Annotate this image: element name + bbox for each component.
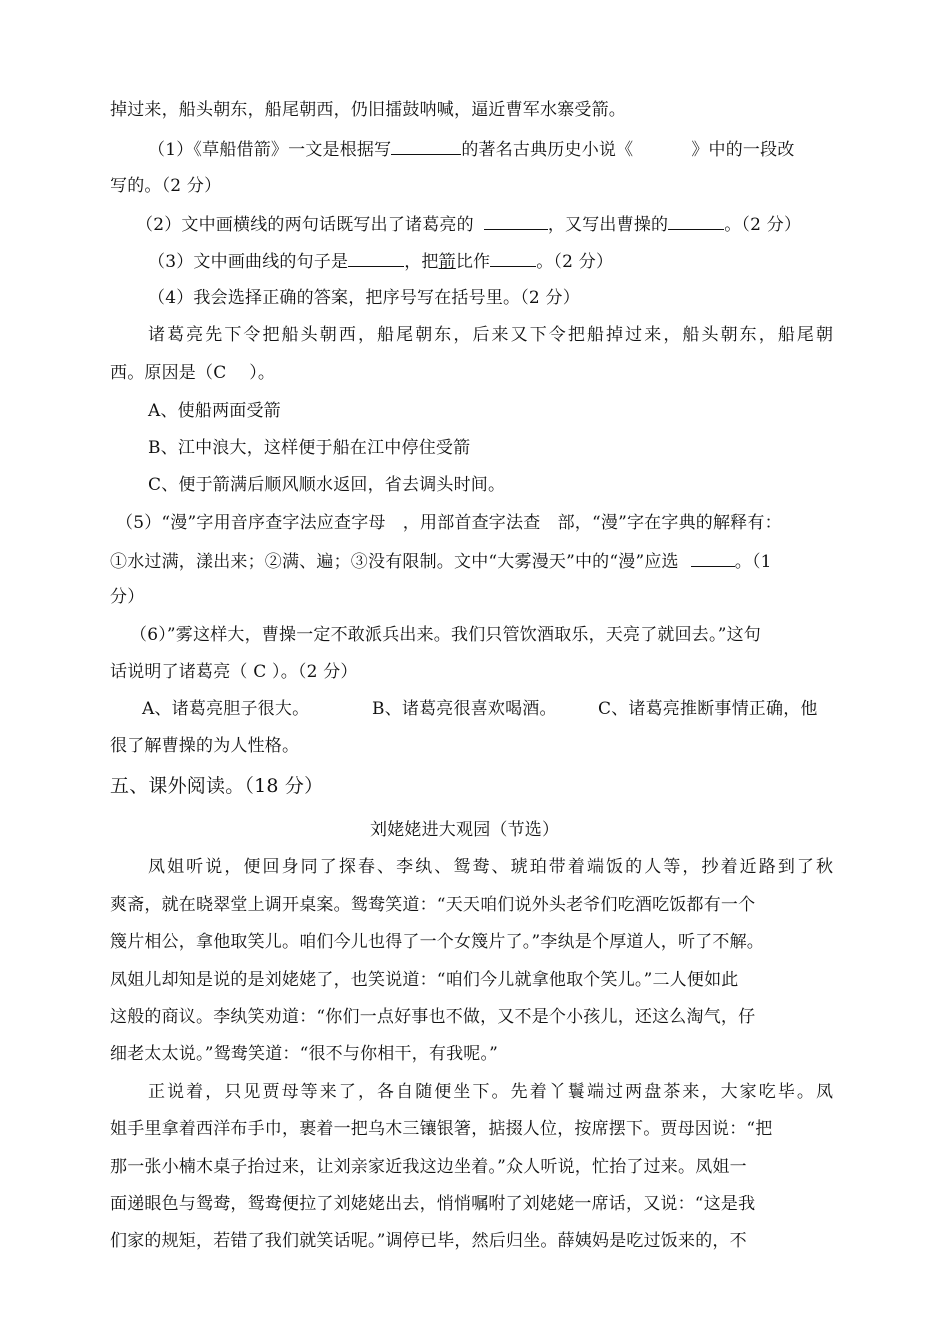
q2-text-b: ，又写出曹操的 xyxy=(547,215,669,235)
q1-text-a: （1）《草船借箭》一文是根据写 xyxy=(148,140,392,160)
q1-author-blank[interactable] xyxy=(391,136,461,155)
passage-title: 刘姥姥进大观园（节选） xyxy=(370,820,560,840)
q4-stem-text: 诸葛亮先下令把船头朝西，船尾朝东，后来又下令把船掉过来，船头朝东，船尾朝 xyxy=(148,325,836,345)
passage-line-2: 爽斋，就在晓翠堂上调开桌案。鸳鸯笑道：“天天咱们说外头老爷们吃酒吃饭都有一个 xyxy=(110,895,756,915)
passage-line-4: 凤姐儿却知是说的是刘姥姥了，也笑说道：“咱们今儿就拿他取个笑儿。”二人便如此 xyxy=(110,970,739,990)
q1-line-1 xyxy=(148,136,795,162)
q2-blank-2[interactable] xyxy=(668,211,724,230)
q2-text-a: （2）文中画横线的两句话既写出了诸葛亮的 xyxy=(136,215,474,235)
q6-option-c: C、诸葛亮推断事情正确，他 xyxy=(598,699,818,719)
q2-blank-1[interactable] xyxy=(484,211,548,230)
passage-end-line: 掉过来，船头朝东，船尾朝西，仍旧擂鼓呐喊，逼近曹军水寨受箭。 xyxy=(110,100,626,120)
q2-text-c: 。（2 分） xyxy=(724,215,802,235)
passage-line-8: 姐手里拿着西洋布手巾，裹着一把乌木三镶银箸，掂掇人位，按席摆下。贾母因说：“把 xyxy=(110,1119,773,1139)
q4-prompt: （4）我会选择正确的答案，把序号写在括号里。（2 分） xyxy=(148,288,580,308)
q5-blank[interactable] xyxy=(691,548,735,567)
q4-option-c: C、便于箭满后顺风顺水返回，省去调头时间。 xyxy=(148,475,506,495)
passage-line-9: 那一张小楠木桌子抬过来，让刘亲家近我这边坐着。”众人听说，忙抬了过来。凤姐一 xyxy=(110,1157,747,1177)
q3-blank-2[interactable] xyxy=(490,248,536,267)
q1-text-c: 》中的一段改 xyxy=(691,140,795,160)
q3-text-b: ，把 xyxy=(404,252,439,272)
passage-line-3: 篾片相公，拿他取笑儿。咱们今儿也得了一个女篾片了。”李纨是个厚道人，听了不解。 xyxy=(110,932,764,952)
passage-line-7: 正说着，只见贾母等来了，各自随便坐下。先着丫鬟端过两盘茶来，大家吃毕。凤 xyxy=(148,1082,836,1102)
q6-line-1: （6）”雾这样大，曹操一定不敢派兵出来。我们只管饮酒取乐，天亮了就回去。”这句 xyxy=(130,625,761,645)
passage-line-10: 面递眼色与鸳鸯，鸳鸯便拉了刘姥姥出去，悄悄嘱咐了刘姥姥一席话，又说：“这是我 xyxy=(110,1194,756,1214)
q3-line xyxy=(148,248,613,274)
q3-blank-1[interactable] xyxy=(348,248,404,267)
q6-option-a: A、诸葛亮胆子很大。 xyxy=(142,699,310,719)
q6-line-2: 话说明了诸葛亮（ C ）。（2 分） xyxy=(110,662,358,682)
q4-option-b: B、江中浪大，这样便于船在江中停住受箭 xyxy=(148,438,471,458)
q6-option-c-cont: 很了解曹操的为人性格。 xyxy=(110,736,300,756)
q5-line-2 xyxy=(110,548,772,574)
q3-text-e: 。（2 分） xyxy=(536,252,614,272)
q3-text-d: 比作 xyxy=(455,252,491,272)
q5-line-3: 分） xyxy=(110,587,145,607)
passage-line-1: 凤姐听说，便回身同了探春、李纨、鸳鸯、琥珀带着端饭的人等，抄着近路到了秋 xyxy=(148,857,836,877)
q4-option-a: A、使船两面受箭 xyxy=(148,401,281,421)
q3-underlined-word: 箭 xyxy=(438,252,456,272)
passage-line-11: 们家的规矩，若错了我们就笑话呢。”调停已毕，然后归坐。薛姨妈是吃过饭来的，不 xyxy=(110,1231,747,1251)
passage-line-6: 细老太太说。”鸳鸯笑道：“很不与你相干，有我呢。” xyxy=(110,1044,499,1064)
q3-text-a: （3）文中画曲线的句子是 xyxy=(148,252,349,272)
q4-stem-line-1 xyxy=(148,323,840,347)
q5-text-b: ①水过满，漾出来；②满、遍；③没有限制。文中“大雾漫天”中的“漫”应选 xyxy=(110,552,679,572)
q2-line xyxy=(136,211,801,237)
q6-option-b: B、诸葛亮很喜欢喝酒。 xyxy=(372,699,557,719)
section-heading: 五、课外阅读。（18 分） xyxy=(110,775,324,797)
q1-line-2: 写的。（2 分） xyxy=(110,176,222,196)
q5-text-c: 。（1 xyxy=(734,552,772,572)
q1-text-b: 的著名古典历史小说《 xyxy=(461,140,634,160)
q4-stem-line-2: 西。原因是（C ）。 xyxy=(110,363,276,383)
passage-line-5: 这般的商议。李纨笑劝道：“你们一点好事也不做，又不是个小孩儿，还这么淘气，仔 xyxy=(110,1007,756,1027)
q5-line-1: （5）“漫”字用音序查字法应查字母 ，用部首查字法查 部，“漫”字在字典的解释有： xyxy=(116,513,782,533)
